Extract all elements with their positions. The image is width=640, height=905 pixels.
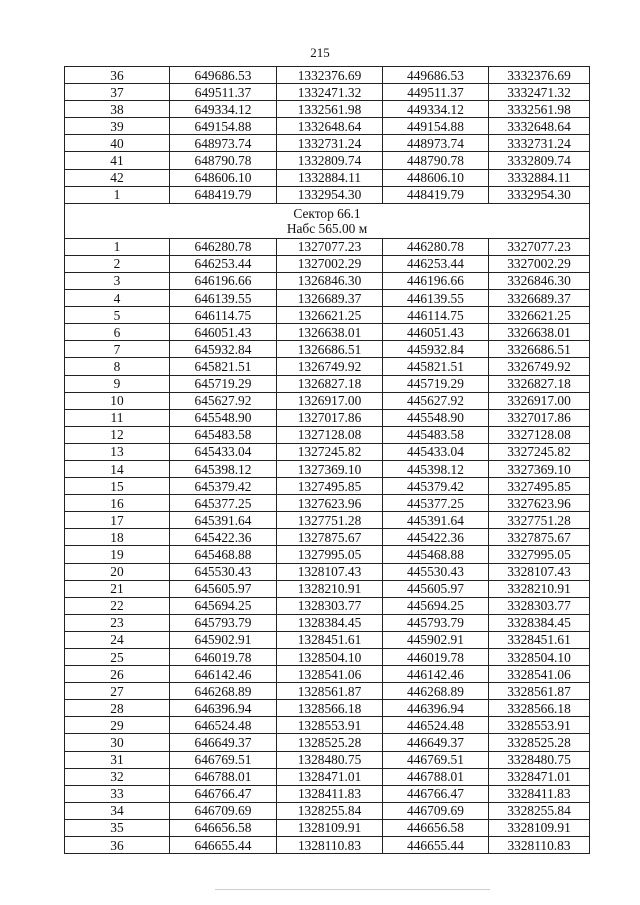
table-row [65, 358, 590, 375]
x-coordinate-cell: 648790.78 [170, 152, 277, 169]
table-row [65, 324, 590, 341]
table-row [65, 768, 590, 785]
table-row [65, 169, 590, 186]
y-coordinate-alt-cell: 3326686.51 [489, 341, 590, 358]
y-coordinate-cell: 1328107.43 [277, 563, 383, 580]
x-coordinate-alt-cell: 445627.92 [383, 392, 489, 409]
x-coordinate-cell: 649334.12 [170, 101, 277, 118]
x-coordinate-alt-cell: 446268.89 [383, 683, 489, 700]
x-coordinate-alt-cell: 446280.78 [383, 238, 489, 255]
point-number-cell: 8 [65, 358, 170, 375]
point-number-cell: 36 [65, 67, 170, 84]
y-coordinate-cell: 1332809.74 [277, 152, 383, 169]
x-coordinate-alt-cell: 446396.94 [383, 700, 489, 717]
y-coordinate-cell: 1327017.86 [277, 409, 383, 426]
point-number-cell: 24 [65, 631, 170, 648]
point-number-cell: 4 [65, 290, 170, 307]
x-coordinate-alt-cell: 446019.78 [383, 649, 489, 666]
point-number-cell: 29 [65, 717, 170, 734]
y-coordinate-alt-cell: 3328480.75 [489, 751, 590, 768]
y-coordinate-alt-cell: 3326917.00 [489, 392, 590, 409]
y-coordinate-alt-cell: 3326749.92 [489, 358, 590, 375]
y-coordinate-cell: 1332731.24 [277, 135, 383, 152]
y-coordinate-cell: 1328384.45 [277, 614, 383, 631]
y-coordinate-cell: 1327002.29 [277, 255, 383, 272]
x-coordinate-alt-cell: 446766.47 [383, 785, 489, 802]
y-coordinate-alt-cell: 3328384.45 [489, 614, 590, 631]
x-coordinate-alt-cell: 445398.12 [383, 460, 489, 477]
y-coordinate-alt-cell: 3328566.18 [489, 700, 590, 717]
sector-header-row [65, 203, 590, 238]
table-row [65, 785, 590, 802]
x-coordinate-cell: 645932.84 [170, 341, 277, 358]
y-coordinate-alt-cell: 3327751.28 [489, 512, 590, 529]
x-coordinate-cell: 648606.10 [170, 169, 277, 186]
y-coordinate-cell: 1327751.28 [277, 512, 383, 529]
x-coordinate-cell: 646788.01 [170, 768, 277, 785]
table-row [65, 255, 590, 272]
point-number-cell: 21 [65, 580, 170, 597]
point-number-cell: 13 [65, 443, 170, 460]
x-coordinate-alt-cell: 449686.53 [383, 67, 489, 84]
x-coordinate-alt-cell: 446524.48 [383, 717, 489, 734]
point-number-cell: 1 [65, 238, 170, 255]
point-number-cell: 35 [65, 819, 170, 836]
table-row [65, 683, 590, 700]
x-coordinate-alt-cell: 446788.01 [383, 768, 489, 785]
y-coordinate-alt-cell: 3326827.18 [489, 375, 590, 392]
y-coordinate-alt-cell: 3328541.06 [489, 666, 590, 683]
x-coordinate-alt-cell: 445605.97 [383, 580, 489, 597]
x-coordinate-alt-cell: 448973.74 [383, 135, 489, 152]
y-coordinate-alt-cell: 3332884.11 [489, 169, 590, 186]
point-number-cell: 17 [65, 512, 170, 529]
point-number-cell: 23 [65, 614, 170, 631]
page-number: 215 [310, 45, 330, 60]
table-row [65, 649, 590, 666]
y-coordinate-alt-cell: 3328303.77 [489, 597, 590, 614]
table-body-top [65, 67, 590, 204]
y-coordinate-cell: 1328525.28 [277, 734, 383, 751]
y-coordinate-cell: 1326638.01 [277, 324, 383, 341]
table-row [65, 238, 590, 255]
sector-elevation: Набс 565.00 м [286, 220, 368, 236]
y-coordinate-cell: 1326686.51 [277, 341, 383, 358]
point-number-cell: 3 [65, 272, 170, 289]
y-coordinate-alt-cell: 3327495.85 [489, 478, 590, 495]
y-coordinate-cell: 1326621.25 [277, 307, 383, 324]
x-coordinate-cell: 649686.53 [170, 67, 277, 84]
x-coordinate-cell: 648973.74 [170, 135, 277, 152]
y-coordinate-cell: 1332376.69 [277, 67, 383, 84]
table-row [65, 135, 590, 152]
y-coordinate-cell: 1327623.96 [277, 495, 383, 512]
y-coordinate-cell: 1326827.18 [277, 375, 383, 392]
x-coordinate-alt-cell: 445530.43 [383, 563, 489, 580]
x-coordinate-cell: 646253.44 [170, 255, 277, 272]
point-number-cell: 14 [65, 460, 170, 477]
x-coordinate-cell: 645379.42 [170, 478, 277, 495]
x-coordinate-alt-cell: 446655.44 [383, 837, 489, 854]
x-coordinate-alt-cell: 445548.90 [383, 409, 489, 426]
y-coordinate-alt-cell: 3328107.43 [489, 563, 590, 580]
x-coordinate-cell: 645719.29 [170, 375, 277, 392]
y-coordinate-alt-cell: 3327002.29 [489, 255, 590, 272]
point-number-cell: 5 [65, 307, 170, 324]
x-coordinate-cell: 645793.79 [170, 614, 277, 631]
point-number-cell: 9 [65, 375, 170, 392]
point-number-cell: 36 [65, 837, 170, 854]
y-coordinate-cell: 1326749.92 [277, 358, 383, 375]
y-coordinate-cell: 1327077.23 [277, 238, 383, 255]
x-coordinate-cell: 646280.78 [170, 238, 277, 255]
x-coordinate-alt-cell: 445902.91 [383, 631, 489, 648]
y-coordinate-alt-cell: 3326846.30 [489, 272, 590, 289]
y-coordinate-alt-cell: 3328471.01 [489, 768, 590, 785]
point-number-cell: 31 [65, 751, 170, 768]
x-coordinate-cell: 646114.75 [170, 307, 277, 324]
x-coordinate-cell: 646524.48 [170, 717, 277, 734]
x-coordinate-alt-cell: 445422.36 [383, 529, 489, 546]
table-row [65, 563, 590, 580]
x-coordinate-cell: 646142.46 [170, 666, 277, 683]
point-number-cell: 42 [65, 169, 170, 186]
y-coordinate-alt-cell: 3328561.87 [489, 683, 590, 700]
y-coordinate-alt-cell: 3328255.84 [489, 802, 590, 819]
table-row [65, 751, 590, 768]
x-coordinate-alt-cell: 445468.88 [383, 546, 489, 563]
table-row [65, 290, 590, 307]
point-number-cell: 33 [65, 785, 170, 802]
table-row [65, 460, 590, 477]
x-coordinate-alt-cell: 446196.66 [383, 272, 489, 289]
y-coordinate-cell: 1328411.83 [277, 785, 383, 802]
x-coordinate-cell: 646769.51 [170, 751, 277, 768]
point-number-cell: 37 [65, 84, 170, 101]
x-coordinate-cell: 645821.51 [170, 358, 277, 375]
y-coordinate-alt-cell: 3332561.98 [489, 101, 590, 118]
table-row [65, 734, 590, 751]
x-coordinate-cell: 645483.58 [170, 426, 277, 443]
page-edge-line [215, 889, 490, 890]
table-row [65, 700, 590, 717]
x-coordinate-alt-cell: 446253.44 [383, 255, 489, 272]
table-row [65, 802, 590, 819]
y-coordinate-alt-cell: 3332471.32 [489, 84, 590, 101]
x-coordinate-alt-cell: 445793.79 [383, 614, 489, 631]
table-body-bottom [65, 238, 590, 853]
y-coordinate-alt-cell: 3327875.67 [489, 529, 590, 546]
x-coordinate-cell: 646051.43 [170, 324, 277, 341]
x-coordinate-cell: 646709.69 [170, 802, 277, 819]
x-coordinate-cell: 645468.88 [170, 546, 277, 563]
x-coordinate-cell: 646268.89 [170, 683, 277, 700]
y-coordinate-cell: 1328480.75 [277, 751, 383, 768]
point-number-cell: 38 [65, 101, 170, 118]
table-row [65, 409, 590, 426]
x-coordinate-cell: 645548.90 [170, 409, 277, 426]
sector-header-cell [65, 203, 590, 238]
x-coordinate-alt-cell: 446709.69 [383, 802, 489, 819]
y-coordinate-cell: 1328504.10 [277, 649, 383, 666]
y-coordinate-alt-cell: 3332954.30 [489, 186, 590, 203]
y-coordinate-alt-cell: 3327128.08 [489, 426, 590, 443]
y-coordinate-alt-cell: 3327017.86 [489, 409, 590, 426]
table-row [65, 597, 590, 614]
y-coordinate-alt-cell: 3328210.91 [489, 580, 590, 597]
x-coordinate-alt-cell: 445391.64 [383, 512, 489, 529]
y-coordinate-cell: 1332954.30 [277, 186, 383, 203]
x-coordinate-alt-cell: 449334.12 [383, 101, 489, 118]
x-coordinate-alt-cell: 448606.10 [383, 169, 489, 186]
point-number-cell: 25 [65, 649, 170, 666]
point-number-cell: 7 [65, 341, 170, 358]
x-coordinate-alt-cell: 446656.58 [383, 819, 489, 836]
point-number-cell: 19 [65, 546, 170, 563]
x-coordinate-alt-cell: 446142.46 [383, 666, 489, 683]
y-coordinate-cell: 1327995.05 [277, 546, 383, 563]
x-coordinate-cell: 648419.79 [170, 186, 277, 203]
table-row [65, 426, 590, 443]
y-coordinate-alt-cell: 3326689.37 [489, 290, 590, 307]
y-coordinate-alt-cell: 3327623.96 [489, 495, 590, 512]
x-coordinate-cell: 645398.12 [170, 460, 277, 477]
y-coordinate-alt-cell: 3328109.91 [489, 819, 590, 836]
y-coordinate-cell: 1327245.82 [277, 443, 383, 460]
x-coordinate-alt-cell: 445379.42 [383, 478, 489, 495]
table-row [65, 717, 590, 734]
y-coordinate-alt-cell: 3327245.82 [489, 443, 590, 460]
y-coordinate-cell: 1326689.37 [277, 290, 383, 307]
y-coordinate-alt-cell: 3332809.74 [489, 152, 590, 169]
point-number-cell: 28 [65, 700, 170, 717]
y-coordinate-alt-cell: 3328504.10 [489, 649, 590, 666]
x-coordinate-alt-cell: 448790.78 [383, 152, 489, 169]
x-coordinate-cell: 646649.37 [170, 734, 277, 751]
point-number-cell: 2 [65, 255, 170, 272]
y-coordinate-cell: 1326846.30 [277, 272, 383, 289]
y-coordinate-cell: 1328566.18 [277, 700, 383, 717]
point-number-cell: 39 [65, 118, 170, 135]
coordinates-table [64, 66, 590, 854]
y-coordinate-cell: 1327369.10 [277, 460, 383, 477]
y-coordinate-cell: 1328109.91 [277, 819, 383, 836]
table-row [65, 614, 590, 631]
point-number-cell: 12 [65, 426, 170, 443]
x-coordinate-alt-cell: 445821.51 [383, 358, 489, 375]
table-row [65, 375, 590, 392]
table-row [65, 478, 590, 495]
x-coordinate-cell: 645530.43 [170, 563, 277, 580]
y-coordinate-cell: 1328471.01 [277, 768, 383, 785]
table-row [65, 341, 590, 358]
y-coordinate-alt-cell: 3326621.25 [489, 307, 590, 324]
x-coordinate-cell: 646019.78 [170, 649, 277, 666]
point-number-cell: 15 [65, 478, 170, 495]
table-row [65, 837, 590, 854]
point-number-cell: 30 [65, 734, 170, 751]
y-coordinate-alt-cell: 3327995.05 [489, 546, 590, 563]
x-coordinate-alt-cell: 446114.75 [383, 307, 489, 324]
table-row [65, 186, 590, 203]
point-number-cell: 1 [65, 186, 170, 203]
x-coordinate-cell: 649511.37 [170, 84, 277, 101]
y-coordinate-cell: 1327128.08 [277, 426, 383, 443]
table-row [65, 392, 590, 409]
y-coordinate-cell: 1328553.91 [277, 717, 383, 734]
x-coordinate-alt-cell: 448419.79 [383, 186, 489, 203]
y-coordinate-alt-cell: 3328451.61 [489, 631, 590, 648]
y-coordinate-cell: 1328561.87 [277, 683, 383, 700]
y-coordinate-alt-cell: 3332648.64 [489, 118, 590, 135]
table-row [65, 118, 590, 135]
coordinates-table-wrapper [64, 66, 586, 854]
x-coordinate-alt-cell: 445433.04 [383, 443, 489, 460]
x-coordinate-alt-cell: 446139.55 [383, 290, 489, 307]
sector-header-body [65, 203, 590, 238]
x-coordinate-cell: 645377.25 [170, 495, 277, 512]
x-coordinate-cell: 646655.44 [170, 837, 277, 854]
point-number-cell: 40 [65, 135, 170, 152]
table-row [65, 512, 590, 529]
table-row [65, 84, 590, 101]
x-coordinate-cell: 645422.36 [170, 529, 277, 546]
y-coordinate-alt-cell: 3328525.28 [489, 734, 590, 751]
table-row [65, 495, 590, 512]
table-row [65, 529, 590, 546]
table-row [65, 152, 590, 169]
x-coordinate-alt-cell: 446649.37 [383, 734, 489, 751]
table-row [65, 101, 590, 118]
x-coordinate-alt-cell: 446769.51 [383, 751, 489, 768]
x-coordinate-cell: 646766.47 [170, 785, 277, 802]
y-coordinate-alt-cell: 3332731.24 [489, 135, 590, 152]
y-coordinate-alt-cell: 3328110.83 [489, 837, 590, 854]
x-coordinate-cell: 645627.92 [170, 392, 277, 409]
point-number-cell: 27 [65, 683, 170, 700]
y-coordinate-cell: 1326917.00 [277, 392, 383, 409]
table-row [65, 666, 590, 683]
x-coordinate-alt-cell: 445694.25 [383, 597, 489, 614]
point-number-cell: 34 [65, 802, 170, 819]
point-number-cell: 41 [65, 152, 170, 169]
y-coordinate-cell: 1332648.64 [277, 118, 383, 135]
y-coordinate-cell: 1328255.84 [277, 802, 383, 819]
x-coordinate-alt-cell: 445719.29 [383, 375, 489, 392]
x-coordinate-cell: 645391.64 [170, 512, 277, 529]
y-coordinate-alt-cell: 3328553.91 [489, 717, 590, 734]
y-coordinate-cell: 1328303.77 [277, 597, 383, 614]
x-coordinate-cell: 646396.94 [170, 700, 277, 717]
x-coordinate-alt-cell: 449154.88 [383, 118, 489, 135]
y-coordinate-cell: 1332884.11 [277, 169, 383, 186]
y-coordinate-alt-cell: 3327077.23 [489, 238, 590, 255]
point-number-cell: 6 [65, 324, 170, 341]
table-row [65, 580, 590, 597]
x-coordinate-cell: 645433.04 [170, 443, 277, 460]
table-row [65, 819, 590, 836]
x-coordinate-alt-cell: 445483.58 [383, 426, 489, 443]
y-coordinate-alt-cell: 3328411.83 [489, 785, 590, 802]
x-coordinate-cell: 645694.25 [170, 597, 277, 614]
y-coordinate-alt-cell: 3332376.69 [489, 67, 590, 84]
x-coordinate-alt-cell: 445377.25 [383, 495, 489, 512]
y-coordinate-alt-cell: 3327369.10 [489, 460, 590, 477]
table-row [65, 631, 590, 648]
x-coordinate-alt-cell: 445932.84 [383, 341, 489, 358]
point-number-cell: 32 [65, 768, 170, 785]
table-row [65, 546, 590, 563]
x-coordinate-alt-cell: 449511.37 [383, 84, 489, 101]
y-coordinate-cell: 1328541.06 [277, 666, 383, 683]
point-number-cell: 18 [65, 529, 170, 546]
point-number-cell: 26 [65, 666, 170, 683]
y-coordinate-cell: 1327875.67 [277, 529, 383, 546]
y-coordinate-alt-cell: 3326638.01 [489, 324, 590, 341]
x-coordinate-alt-cell: 446051.43 [383, 324, 489, 341]
x-coordinate-cell: 646139.55 [170, 290, 277, 307]
y-coordinate-cell: 1327495.85 [277, 478, 383, 495]
table-row [65, 307, 590, 324]
table-row [65, 67, 590, 84]
y-coordinate-cell: 1328210.91 [277, 580, 383, 597]
sector-title: Сектор 66.1 [293, 205, 361, 221]
table-row [65, 272, 590, 289]
x-coordinate-cell: 646656.58 [170, 819, 277, 836]
point-number-cell: 22 [65, 597, 170, 614]
y-coordinate-cell: 1332561.98 [277, 101, 383, 118]
point-number-cell: 16 [65, 495, 170, 512]
y-coordinate-cell: 1332471.32 [277, 84, 383, 101]
y-coordinate-cell: 1328110.83 [277, 837, 383, 854]
point-number-cell: 10 [65, 392, 170, 409]
table-row [65, 443, 590, 460]
x-coordinate-cell: 649154.88 [170, 118, 277, 135]
point-number-cell: 11 [65, 409, 170, 426]
x-coordinate-cell: 645605.97 [170, 580, 277, 597]
point-number-cell: 20 [65, 563, 170, 580]
x-coordinate-cell: 645902.91 [170, 631, 277, 648]
x-coordinate-cell: 646196.66 [170, 272, 277, 289]
y-coordinate-cell: 1328451.61 [277, 631, 383, 648]
